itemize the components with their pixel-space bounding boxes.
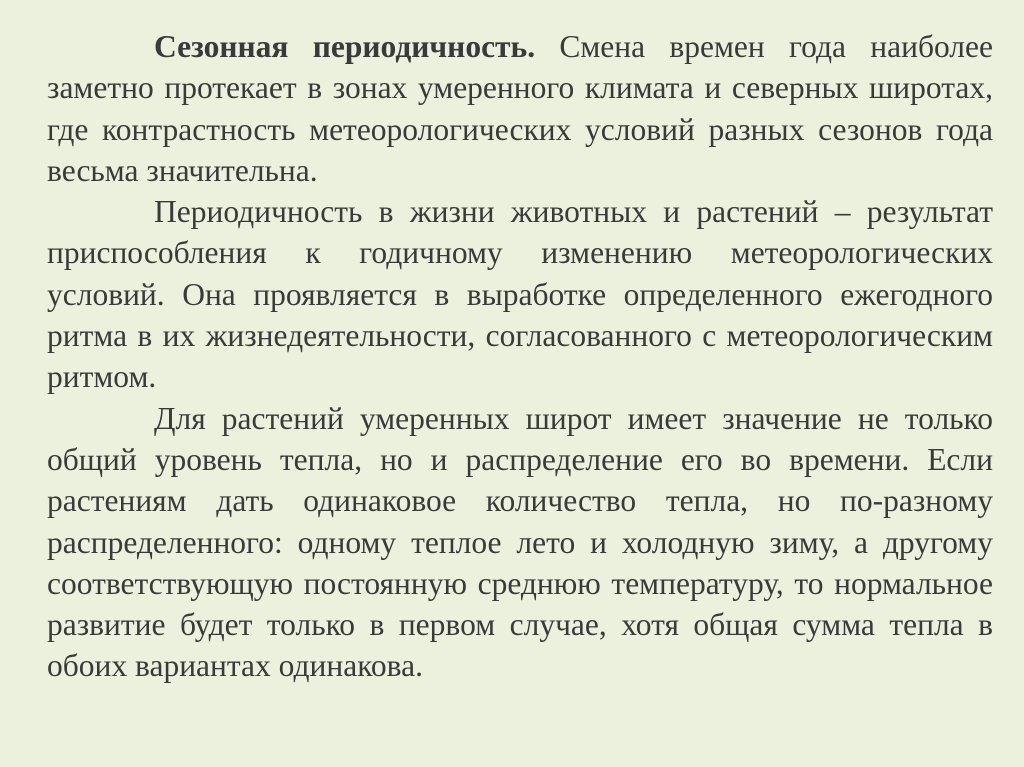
paragraph-text: Периодичность в жизни животных и растений – результат приспособления к годичному изменению метеорологических условий. Она проявляется в выработке определенного ежегодного ритма в их жизнедеятельности, согласованного с метеорологическим ритмом. [47, 194, 993, 395]
text-block [47, 26, 993, 687]
paragraph-lead: Сезонная периодичность. [154, 29, 536, 64]
paragraph-text: Смена времен года наиболее заметно протекает в зонах умеренного климата и северных широтах, где контрастность метеорологических условий разных сезонов года весьма значительна. [47, 29, 993, 188]
paragraph-seasonal-periodicity [47, 26, 993, 191]
paragraph-text: Для растений умеренных широт имеет значение не только общий уровень тепла, но и распределение его во времени. Если растениям дать одинаковое количество тепла, но по-разному распределенного: одному теплое лето и холодную зиму, а другому соответствующую постоянную среднюю температуру, то нормальное развитие будет только в первом случае, хотя общая сумма тепла в обоих вариантах одинакова. [47, 400, 993, 684]
paragraph-adaptation [47, 191, 993, 397]
paragraph-plants-heat [47, 398, 993, 687]
